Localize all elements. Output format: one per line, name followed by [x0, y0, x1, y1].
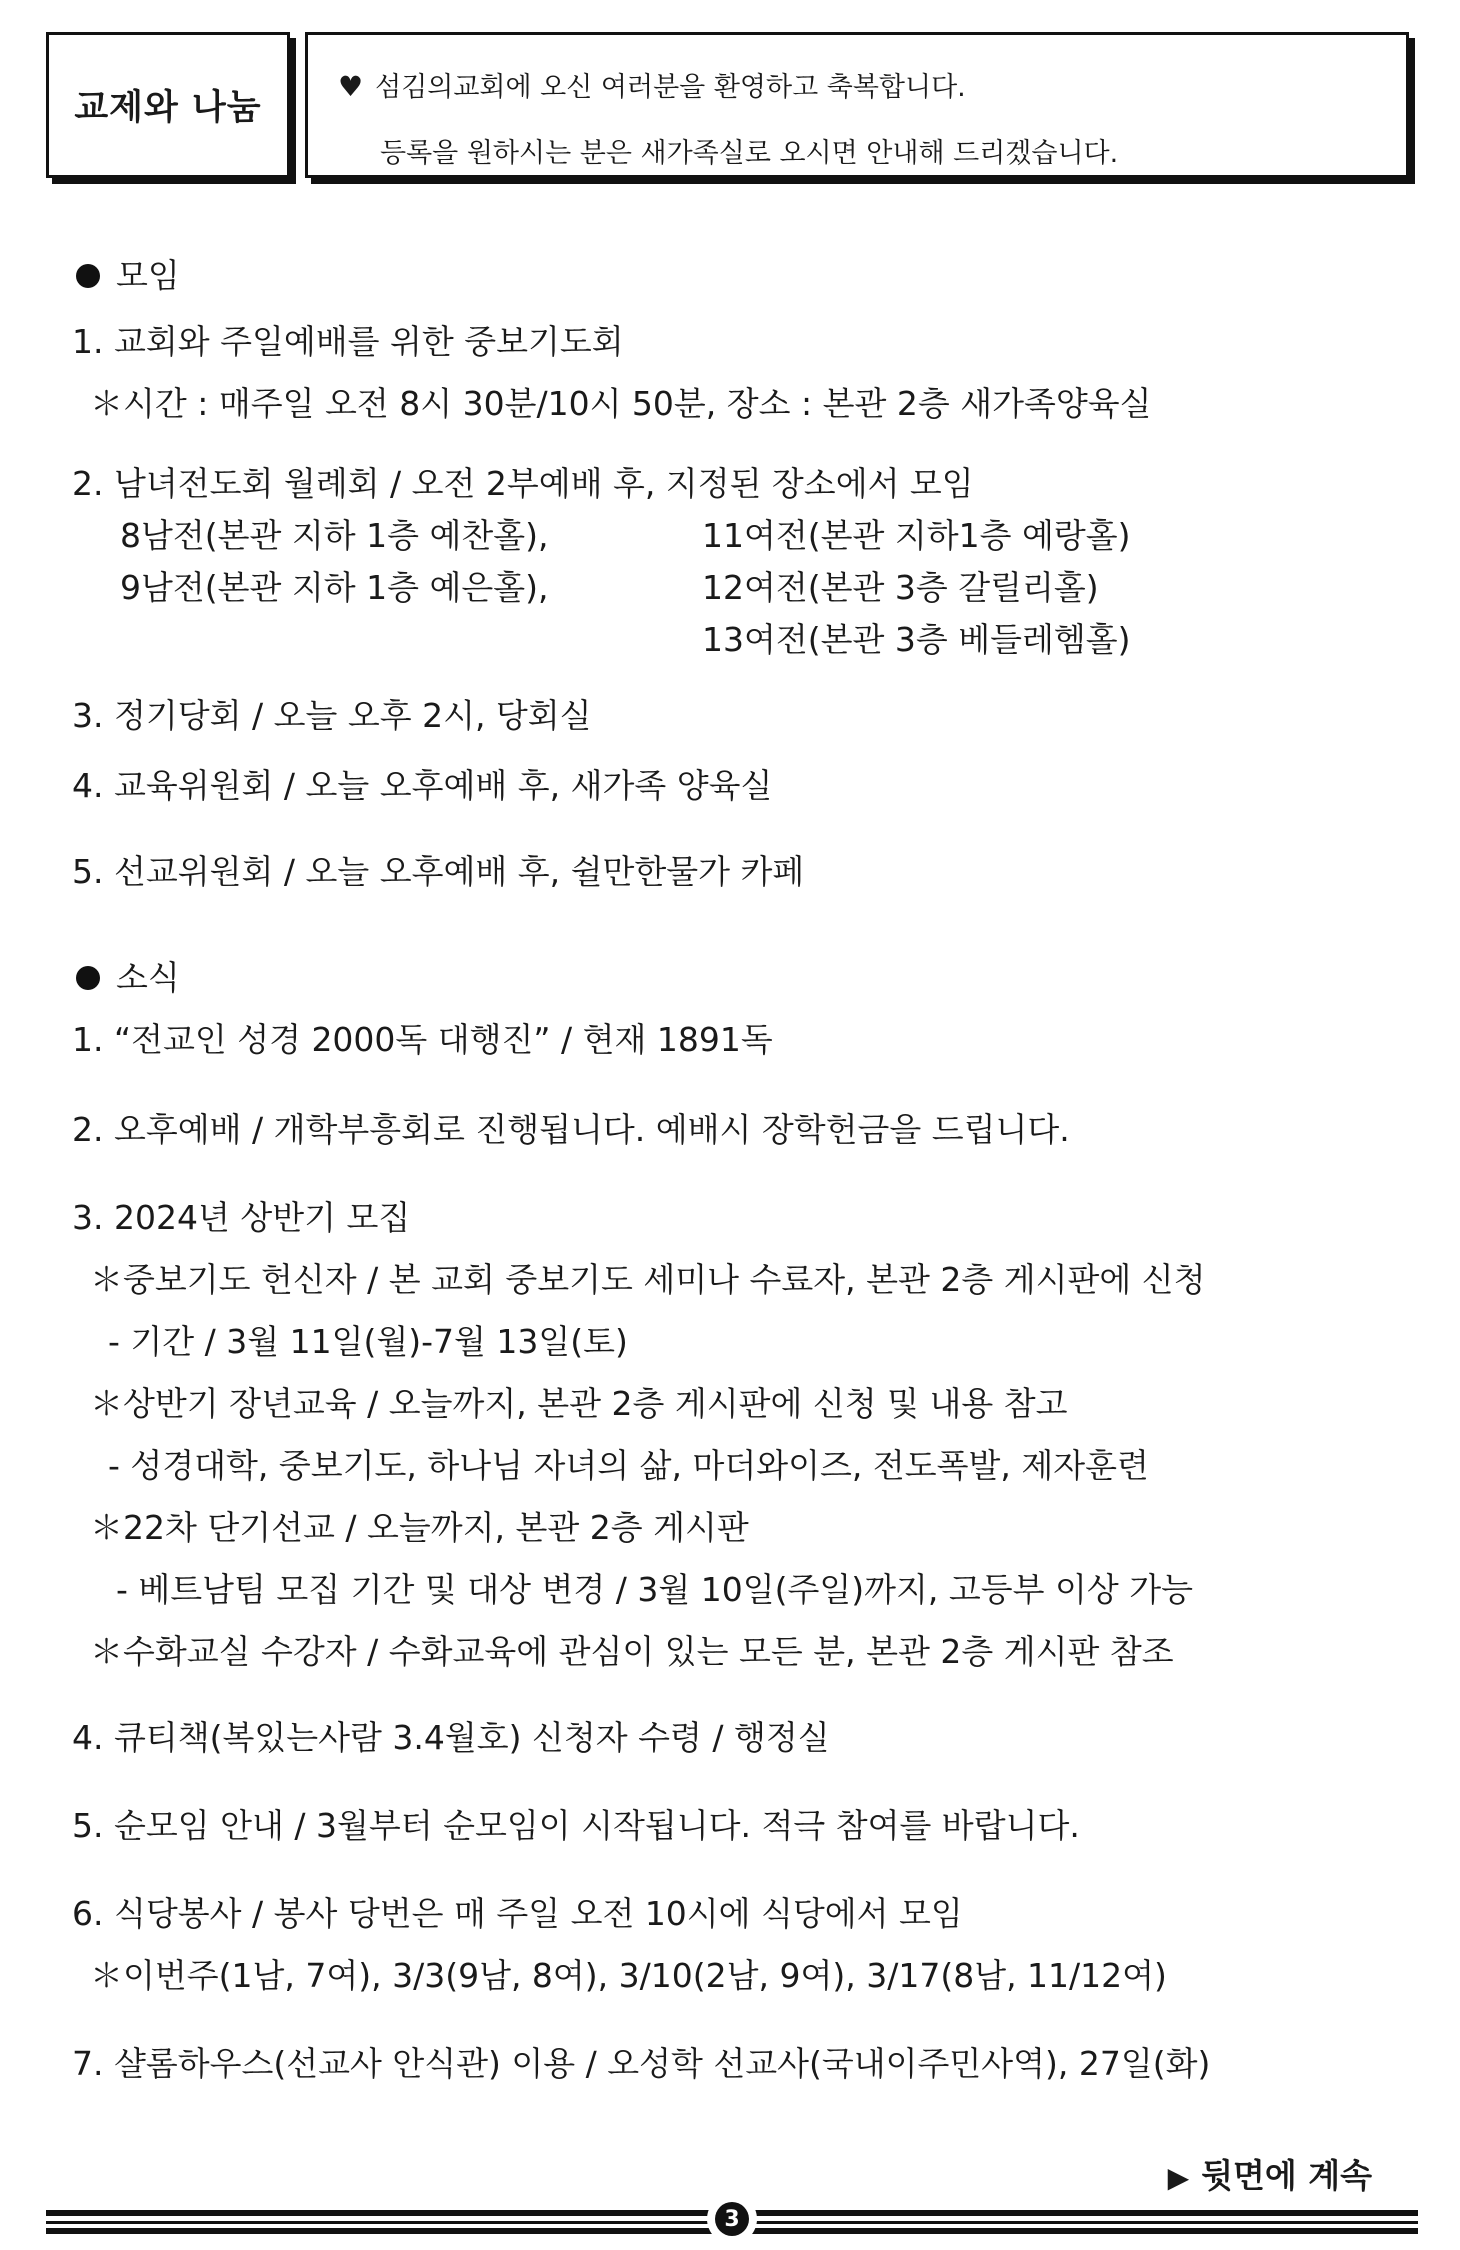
meeting-item-3: 3. 정기당회 / 오늘 오후 2시, 당회실 — [72, 696, 592, 735]
news-item-5: 5. 순모임 안내 / 3월부터 순모임이 시작됩니다. 적극 참여를 바랍니다. — [72, 1806, 1080, 1845]
header — [46, 32, 1412, 182]
page-number: 3 — [715, 2202, 749, 2236]
news-item-3-sub-1: ＊중보기도 헌신자 / 본 교회 중보기도 세미나 수료자, 본관 2층 게시판에 신청 — [90, 1260, 1206, 1299]
news-item-3: 3. 2024년 상반기 모집 — [72, 1198, 411, 1237]
meetings-heading: 모임 — [76, 256, 180, 296]
meeting-item-1: 1. 교회와 주일예배를 위한 중보기도회 — [72, 322, 624, 361]
news-item-7: 7. 샬롬하우스(선교사 안식관) 이용 / 오성학 선교사(국내이주민사역), 27일(화) — [72, 2044, 1211, 2083]
bullet-icon — [76, 966, 100, 990]
meeting-item-2: 2. 남녀전도회 월례회 / 오전 2부예배 후, 지정된 장소에서 모임 — [72, 464, 974, 503]
footer — [46, 2204, 1418, 2234]
news-item-3-sub-4: ＊수화교실 수강자 / 수화교육에 관심이 있는 모든 분, 본관 2층 게시판 참조 — [90, 1632, 1174, 1671]
welcome-line-1 — [338, 65, 966, 104]
news-item-3-sub-1-detail: - 기간 / 3월 11일(월)-7월 13일(토) — [108, 1322, 628, 1361]
welcome-box — [305, 32, 1409, 178]
meeting-item-4: 4. 교육위원회 / 오늘 오후예배 후, 새가족 양육실 — [72, 766, 773, 805]
meeting-item-5: 5. 선교위원회 / 오늘 오후예배 후, 쉴만한물가 카페 — [72, 852, 805, 891]
news-item-6-detail: ＊이번주(1남, 7여), 3/3(9남, 8여), 3/10(2남, 9여), 3/17(8남, 11/12여) — [90, 1956, 1167, 1995]
section-title: 교제와 나눔 — [74, 88, 262, 128]
meeting-item-1-detail: ＊시간 : 매주일 오전 8시 30분/10시 50분, 장소 : 본관 2층 새가족양육실 — [90, 384, 1152, 423]
continue-on-back: ▶ 뒷면에 계속 — [1167, 2156, 1372, 2195]
news-heading: 소식 — [76, 958, 180, 998]
news-item-3-sub-3: ＊22차 단기선교 / 오늘까지, 본관 2층 게시판 — [90, 1508, 749, 1547]
meeting-item-2-row-1: 8남전(본관 지하 1층 예찬홀), 11여전(본관 지하1층 예랑홀) — [120, 516, 1131, 555]
news-item-6: 6. 식당봉사 / 봉사 당번은 매 주일 오전 10시에 식당에서 모임 — [72, 1894, 963, 1933]
heart-icon: ♥ — [338, 70, 364, 103]
bullet-icon — [76, 264, 100, 288]
welcome-line-2: 등록을 원하시는 분은 새가족실로 오시면 안내해 드리겠습니다. — [380, 138, 1119, 169]
news-item-3-sub-2-detail: - 성경대학, 중보기도, 하나님 자녀의 삶, 마더와이즈, 전도폭발, 제자훈련 — [108, 1446, 1149, 1485]
welcome-text-1: 섬김의교회에 오신 여러분을 환영하고 축복합니다. — [375, 72, 966, 103]
news-item-3-sub-2: ＊상반기 장년교육 / 오늘까지, 본관 2층 게시판에 신청 및 내용 참고 — [90, 1384, 1068, 1423]
news-item-3-sub-3-detail: - 베트남팀 모집 기간 및 대상 변경 / 3월 10일(주일)까지, 고등부 이상 가능 — [116, 1570, 1193, 1609]
news-item-1: 1. “전교인 성경 2000독 대행진” / 현재 1891독 — [72, 1020, 773, 1059]
play-arrow-icon: ▶ — [1167, 2161, 1190, 2194]
news-item-2: 2. 오후예배 / 개학부흥회로 진행됩니다. 예배시 장학헌금을 드립니다. — [72, 1110, 1070, 1149]
news-item-4: 4. 큐티책(복있는사람 3.4월호) 신청자 수령 / 행정실 — [72, 1718, 830, 1757]
meeting-item-2-row-2: 9남전(본관 지하 1층 예은홀), 12여전(본관 3층 갈릴리홀) — [120, 568, 1099, 607]
section-title-box — [46, 32, 290, 178]
